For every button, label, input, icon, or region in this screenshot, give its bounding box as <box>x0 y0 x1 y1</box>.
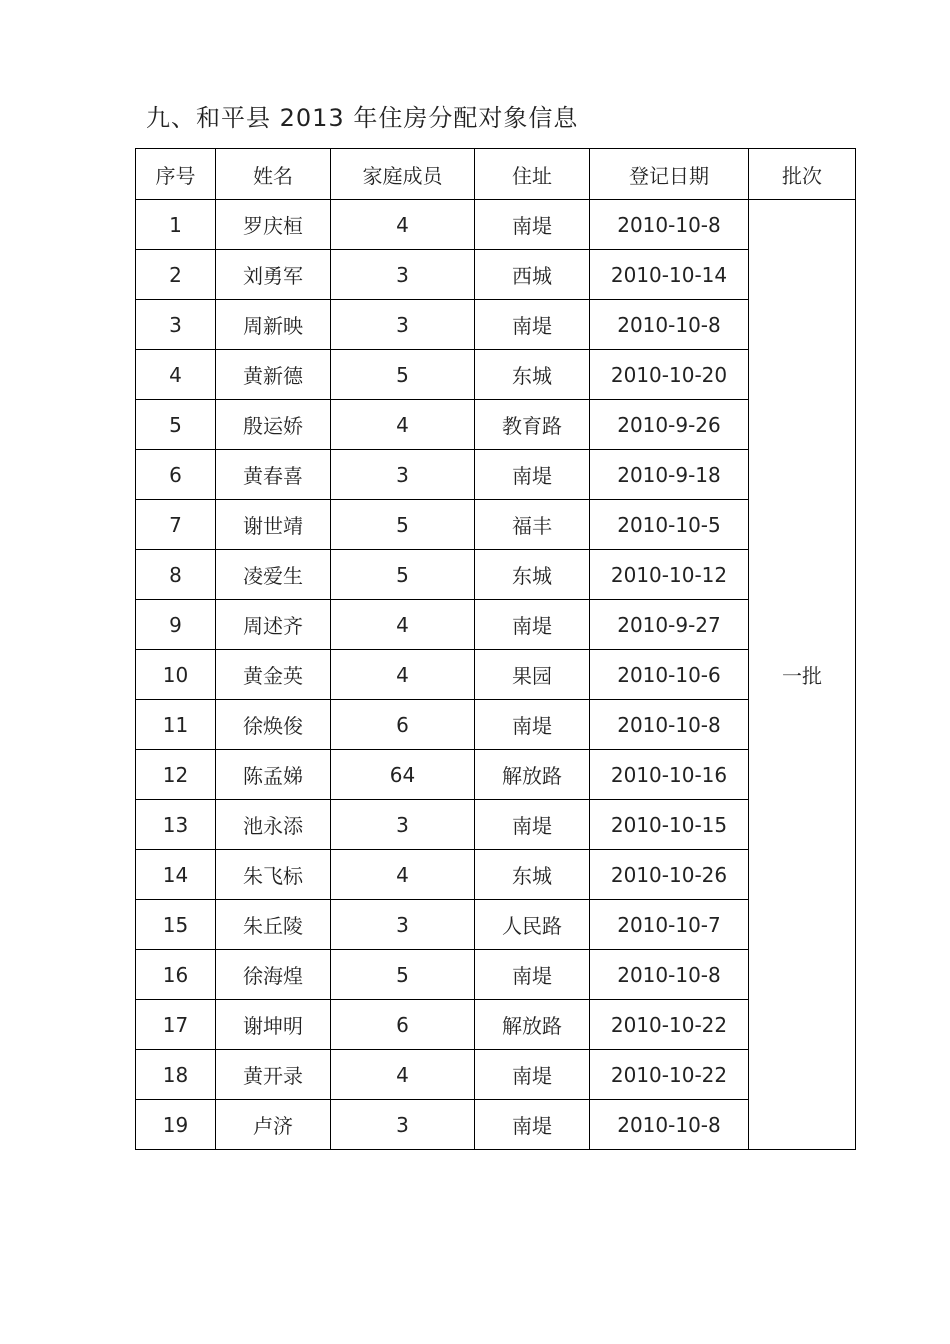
cell-family-members: 5 <box>331 350 475 400</box>
cell-address: 南堤 <box>475 450 590 500</box>
table-row <box>136 800 856 850</box>
cell-family-members: 3 <box>331 900 475 950</box>
cell-address: 南堤 <box>475 800 590 850</box>
cell-address: 西城 <box>475 250 590 300</box>
table-row <box>136 900 856 950</box>
cell-family-members: 6 <box>331 700 475 750</box>
cell-registration-date: 2010-10-8 <box>590 950 749 1000</box>
table-row <box>136 600 856 650</box>
cell-index: 13 <box>136 800 216 850</box>
cell-name: 凌爱生 <box>216 550 331 600</box>
table-row <box>136 400 856 450</box>
cell-address: 东城 <box>475 350 590 400</box>
cell-name: 卢济 <box>216 1100 331 1150</box>
cell-index: 6 <box>136 450 216 500</box>
table-row <box>136 1050 856 1100</box>
table-row <box>136 550 856 600</box>
cell-registration-date: 2010-10-7 <box>590 900 749 950</box>
table-body <box>136 200 856 1150</box>
table-header-row <box>136 149 856 200</box>
cell-index: 7 <box>136 500 216 550</box>
table-row <box>136 200 856 250</box>
header-registration-date: 登记日期 <box>590 149 749 200</box>
cell-address: 人民路 <box>475 900 590 950</box>
cell-address: 南堤 <box>475 600 590 650</box>
table-row <box>136 750 856 800</box>
cell-family-members: 3 <box>331 450 475 500</box>
cell-family-members: 3 <box>331 300 475 350</box>
cell-family-members: 3 <box>331 1100 475 1150</box>
cell-index: 9 <box>136 600 216 650</box>
cell-address: 东城 <box>475 850 590 900</box>
header-batch: 批次 <box>749 149 856 200</box>
table-row <box>136 300 856 350</box>
header-family-members: 家庭成员 <box>331 149 475 200</box>
cell-name: 罗庆桓 <box>216 200 331 250</box>
cell-name: 徐焕俊 <box>216 700 331 750</box>
cell-family-members: 5 <box>331 550 475 600</box>
cell-registration-date: 2010-10-5 <box>590 500 749 550</box>
cell-registration-date: 2010-10-6 <box>590 650 749 700</box>
cell-name: 徐海煌 <box>216 950 331 1000</box>
cell-address: 南堤 <box>475 300 590 350</box>
cell-name: 谢世靖 <box>216 500 331 550</box>
header-address: 住址 <box>475 149 590 200</box>
cell-name: 黄春喜 <box>216 450 331 500</box>
cell-index: 15 <box>136 900 216 950</box>
cell-registration-date: 2010-9-18 <box>590 450 749 500</box>
table-row <box>136 1000 856 1050</box>
cell-index: 14 <box>136 850 216 900</box>
cell-index: 17 <box>136 1000 216 1050</box>
page-title: 九、和平县 2013 年住房分配对象信息 <box>146 104 579 132</box>
cell-address: 南堤 <box>475 200 590 250</box>
cell-registration-date: 2010-10-22 <box>590 1000 749 1050</box>
cell-registration-date: 2010-10-14 <box>590 250 749 300</box>
cell-name: 殷运娇 <box>216 400 331 450</box>
cell-name: 周新映 <box>216 300 331 350</box>
header-index: 序号 <box>136 149 216 200</box>
table-row <box>136 450 856 500</box>
cell-family-members: 3 <box>331 800 475 850</box>
cell-registration-date: 2010-10-15 <box>590 800 749 850</box>
cell-registration-date: 2010-10-8 <box>590 1100 749 1150</box>
cell-family-members: 4 <box>331 650 475 700</box>
cell-name: 黄开录 <box>216 1050 331 1100</box>
cell-address: 东城 <box>475 550 590 600</box>
cell-registration-date: 2010-10-8 <box>590 300 749 350</box>
cell-registration-date: 2010-10-16 <box>590 750 749 800</box>
cell-family-members: 4 <box>331 600 475 650</box>
table-row <box>136 650 856 700</box>
cell-family-members: 3 <box>331 250 475 300</box>
table-row <box>136 1100 856 1150</box>
cell-address: 南堤 <box>475 700 590 750</box>
cell-registration-date: 2010-9-26 <box>590 400 749 450</box>
cell-name: 谢坤明 <box>216 1000 331 1050</box>
cell-index: 16 <box>136 950 216 1000</box>
cell-name: 朱丘陵 <box>216 900 331 950</box>
cell-family-members: 6 <box>331 1000 475 1050</box>
cell-batch: 一批 <box>749 200 856 1150</box>
table-row <box>136 250 856 300</box>
cell-index: 18 <box>136 1050 216 1100</box>
cell-name: 周述齐 <box>216 600 331 650</box>
cell-index: 5 <box>136 400 216 450</box>
cell-family-members: 4 <box>331 1050 475 1100</box>
cell-name: 池永添 <box>216 800 331 850</box>
cell-registration-date: 2010-10-8 <box>590 700 749 750</box>
header-name: 姓名 <box>216 149 331 200</box>
cell-registration-date: 2010-10-26 <box>590 850 749 900</box>
table-row <box>136 950 856 1000</box>
cell-name: 朱飞标 <box>216 850 331 900</box>
cell-registration-date: 2010-9-27 <box>590 600 749 650</box>
table-row <box>136 700 856 750</box>
cell-family-members: 64 <box>331 750 475 800</box>
cell-registration-date: 2010-10-8 <box>590 200 749 250</box>
cell-index: 1 <box>136 200 216 250</box>
cell-index: 12 <box>136 750 216 800</box>
cell-address: 南堤 <box>475 1100 590 1150</box>
cell-family-members: 5 <box>331 950 475 1000</box>
cell-address: 教育路 <box>475 400 590 450</box>
table-row <box>136 500 856 550</box>
cell-index: 2 <box>136 250 216 300</box>
cell-registration-date: 2010-10-20 <box>590 350 749 400</box>
cell-registration-date: 2010-10-22 <box>590 1050 749 1100</box>
cell-address: 福丰 <box>475 500 590 550</box>
cell-address: 解放路 <box>475 750 590 800</box>
table-row <box>136 850 856 900</box>
cell-index: 4 <box>136 350 216 400</box>
cell-address: 果园 <box>475 650 590 700</box>
cell-family-members: 4 <box>331 400 475 450</box>
cell-address: 解放路 <box>475 1000 590 1050</box>
cell-name: 刘勇军 <box>216 250 331 300</box>
cell-family-members: 4 <box>331 850 475 900</box>
table-row <box>136 350 856 400</box>
cell-name: 黄新德 <box>216 350 331 400</box>
cell-name: 黄金英 <box>216 650 331 700</box>
cell-index: 3 <box>136 300 216 350</box>
cell-name: 陈孟娣 <box>216 750 331 800</box>
allocation-table <box>135 148 856 1150</box>
cell-registration-date: 2010-10-12 <box>590 550 749 600</box>
cell-address: 南堤 <box>475 950 590 1000</box>
cell-index: 8 <box>136 550 216 600</box>
cell-index: 19 <box>136 1100 216 1150</box>
cell-index: 10 <box>136 650 216 700</box>
cell-family-members: 4 <box>331 200 475 250</box>
cell-index: 11 <box>136 700 216 750</box>
cell-address: 南堤 <box>475 1050 590 1100</box>
cell-family-members: 5 <box>331 500 475 550</box>
